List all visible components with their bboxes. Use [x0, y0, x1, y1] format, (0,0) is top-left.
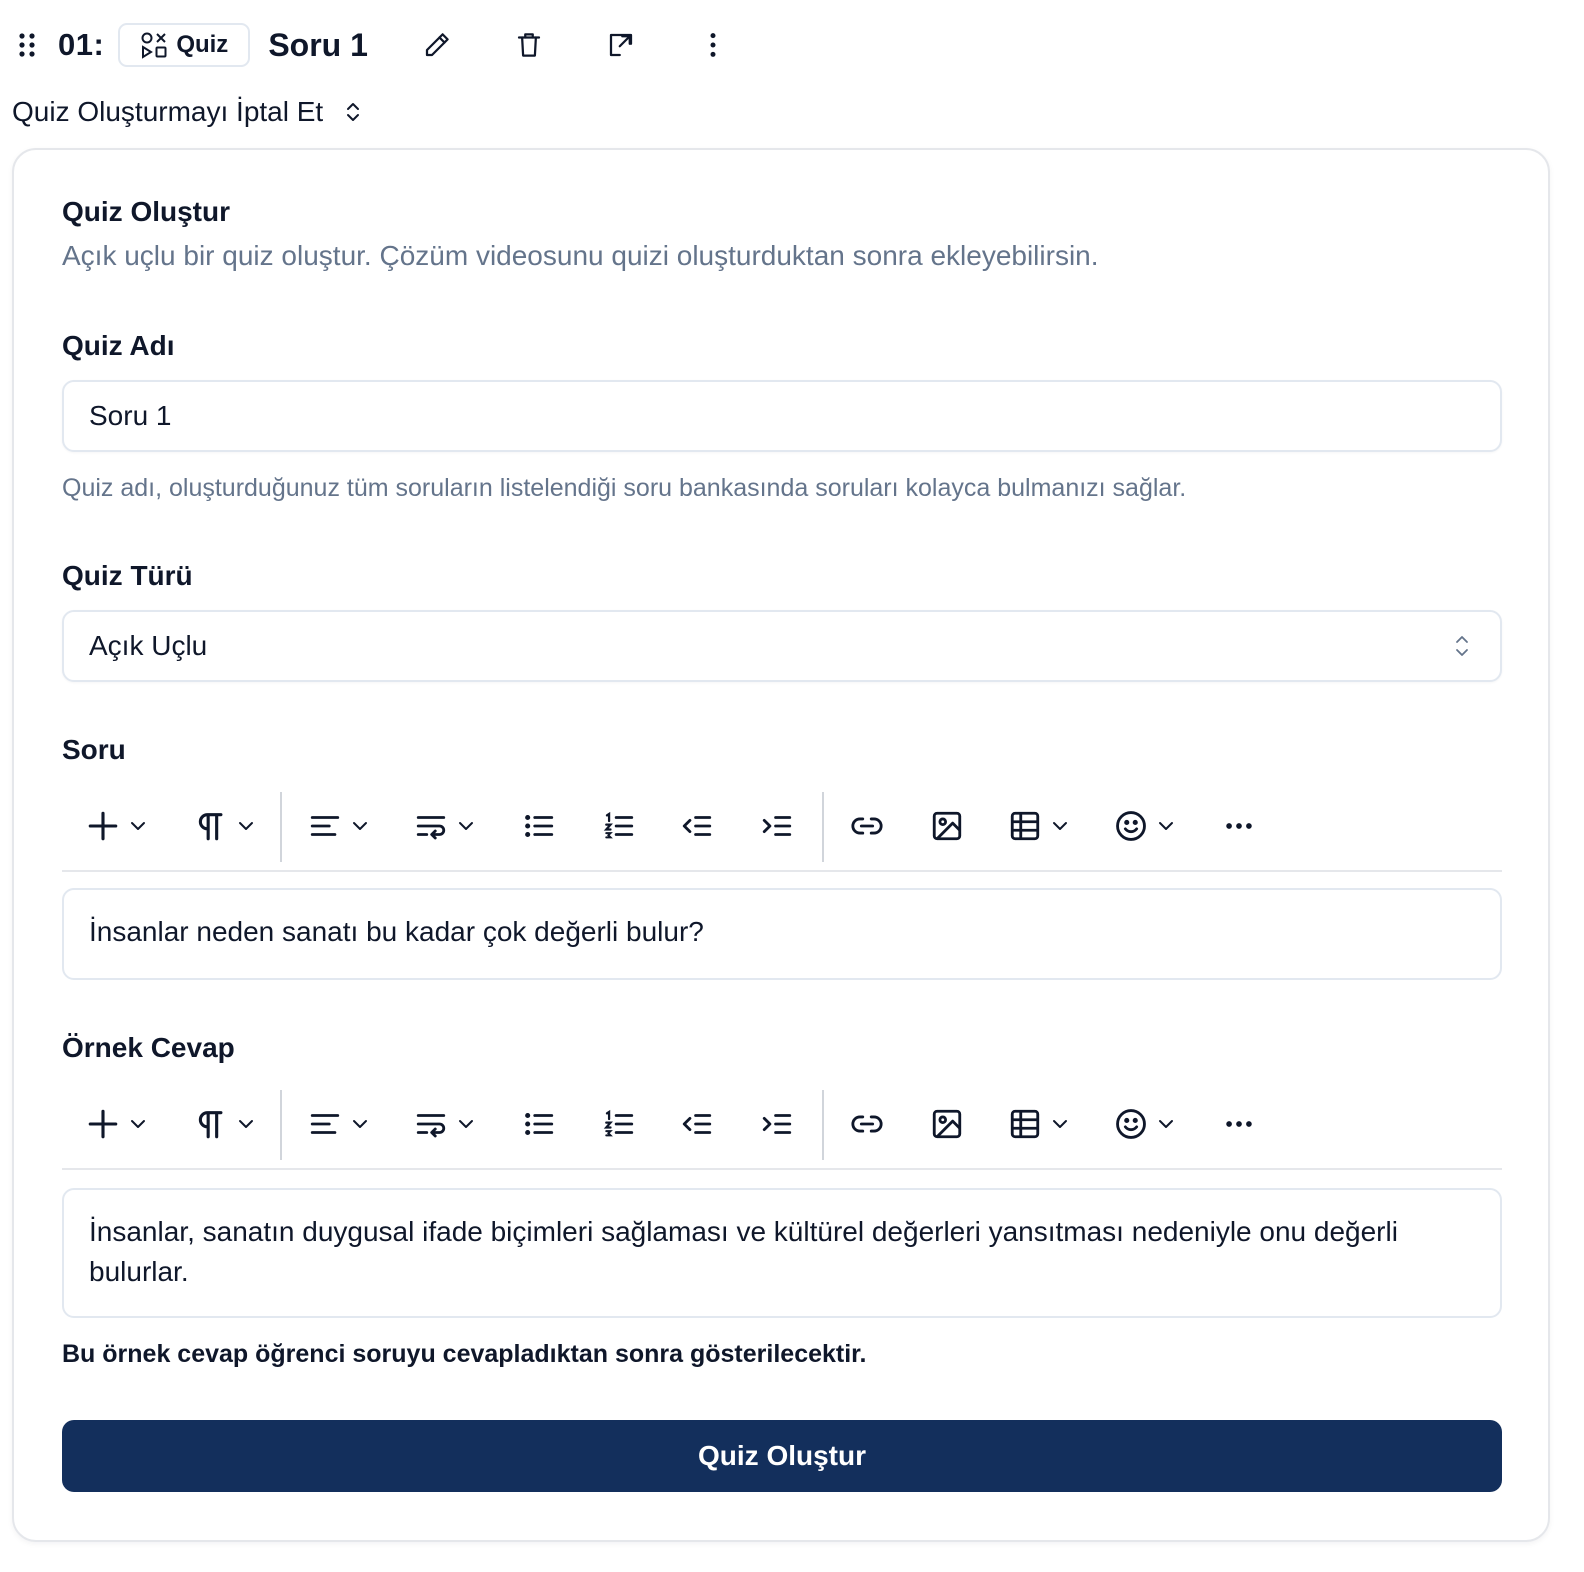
chevron-down-icon	[236, 816, 256, 836]
align-left-icon	[308, 1107, 342, 1141]
item-index: 01:	[58, 27, 105, 62]
insert-block-button[interactable]	[86, 1088, 148, 1160]
card-title: Quiz Oluştur	[62, 196, 230, 227]
emoji-icon	[1114, 809, 1148, 843]
quiz-type-value: Açık Uçlu	[89, 630, 208, 661]
delete-button[interactable]	[506, 22, 552, 68]
sample-answer-text: İnsanlar, sanatın duygusal ifade biçimleri sağlaması ve kültürel değerleri yansıtması nedeniyle onu değerli bulurlar.	[89, 1216, 1398, 1287]
more-actions-button[interactable]	[690, 22, 736, 68]
quiz-name-hint: Quiz adı, oluşturduğunuz tüm soruların listelendiği soru bankasında soruları kolayca bulmanızı sağlar.	[62, 474, 1187, 502]
outdent-button[interactable]	[680, 1088, 714, 1160]
numbered-list-icon	[602, 809, 636, 843]
sample-answer-note: Bu örnek cevap öğrenci soruyu cevapladıktan sonra gösterilecektir.	[62, 1340, 867, 1368]
text-wrap-button[interactable]	[414, 1088, 476, 1160]
chevron-down-icon	[350, 816, 370, 836]
open-button[interactable]	[598, 22, 644, 68]
paragraph-style-button[interactable]	[194, 790, 256, 862]
quiz-icon	[140, 31, 168, 59]
bullet-list-button[interactable]	[522, 790, 556, 862]
emoji-icon	[1114, 1107, 1148, 1141]
numbered-list-icon	[602, 1107, 636, 1141]
sample-answer-editor[interactable]	[62, 1188, 1502, 1318]
emoji-button[interactable]	[1114, 1088, 1176, 1160]
link-icon	[850, 809, 884, 843]
paragraph-icon	[194, 809, 228, 843]
align-button[interactable]	[308, 790, 370, 862]
chevron-down-icon	[128, 1114, 148, 1134]
more-vertical-icon	[698, 30, 728, 60]
table-button[interactable]	[1008, 790, 1070, 862]
align-left-icon	[308, 809, 342, 843]
toolbar-separator	[822, 792, 824, 862]
outdent-button[interactable]	[680, 790, 714, 862]
paragraph-style-button[interactable]	[194, 1088, 256, 1160]
create-quiz-button[interactable]: Quiz Oluştur	[62, 1420, 1502, 1492]
chevrons-up-down-icon	[343, 100, 363, 124]
more-tools-button[interactable]	[1222, 1088, 1256, 1160]
sample-answer-editor-toolbar	[62, 1088, 1502, 1170]
text-wrap-icon	[414, 809, 448, 843]
indent-button[interactable]	[760, 1088, 794, 1160]
more-horizontal-icon	[1222, 809, 1256, 843]
outdent-icon	[680, 809, 714, 843]
card-description: Açık uçlu bir quiz oluştur. Çözüm videosunu quizi oluşturduktan sonra ekleyebilirsin.	[62, 240, 1099, 271]
bullet-list-icon	[522, 1107, 556, 1141]
indent-button[interactable]	[760, 790, 794, 862]
table-icon	[1008, 809, 1042, 843]
item-header	[12, 20, 736, 70]
chevron-down-icon	[1050, 1114, 1070, 1134]
chevron-down-icon	[456, 816, 476, 836]
text-wrap-button[interactable]	[414, 790, 476, 862]
cancel-quiz-toggle[interactable]	[12, 92, 363, 132]
link-button[interactable]	[850, 790, 884, 862]
image-button[interactable]	[930, 790, 964, 862]
align-button[interactable]	[308, 1088, 370, 1160]
insert-block-button[interactable]	[86, 790, 148, 862]
cancel-quiz-label: Quiz Oluşturmayı İptal Et	[12, 96, 324, 127]
chevron-down-icon	[128, 816, 148, 836]
quiz-badge-label: Quiz	[176, 31, 229, 58]
indent-icon	[760, 1107, 794, 1141]
plus-icon	[86, 1107, 120, 1141]
chevron-down-icon	[236, 1114, 256, 1134]
bullet-list-icon	[522, 809, 556, 843]
link-button[interactable]	[850, 1088, 884, 1160]
table-icon	[1008, 1107, 1042, 1141]
indent-icon	[760, 809, 794, 843]
drag-handle-icon[interactable]	[12, 30, 42, 60]
quiz-name-label: Quiz Adı	[62, 330, 175, 361]
more-horizontal-icon	[1222, 1107, 1256, 1141]
bullet-list-button[interactable]	[522, 1088, 556, 1160]
plus-icon	[86, 809, 120, 843]
chevron-down-icon	[1156, 816, 1176, 836]
chevron-down-icon	[1050, 816, 1070, 836]
question-editor-toolbar	[62, 790, 1502, 872]
numbered-list-button[interactable]	[602, 790, 636, 862]
outdent-icon	[680, 1107, 714, 1141]
question-label: Soru	[62, 734, 126, 765]
trash-icon	[514, 30, 544, 60]
toolbar-separator	[822, 1090, 824, 1160]
edit-button[interactable]	[414, 22, 460, 68]
text-wrap-icon	[414, 1107, 448, 1141]
toolbar-separator	[280, 1090, 282, 1160]
numbered-list-button[interactable]	[602, 1088, 636, 1160]
chevron-down-icon	[1156, 1114, 1176, 1134]
question-editor[interactable]	[62, 888, 1502, 980]
paragraph-icon	[194, 1107, 228, 1141]
item-title: Soru 1	[268, 26, 368, 63]
question-text: İnsanlar neden sanatı bu kadar çok değerli bulur?	[89, 916, 704, 947]
image-icon	[930, 809, 964, 843]
image-icon	[930, 1107, 964, 1141]
more-tools-button[interactable]	[1222, 790, 1256, 862]
create-quiz-card	[12, 148, 1550, 1542]
quiz-type-select[interactable]	[62, 610, 1502, 682]
sample-answer-label: Örnek Cevap	[62, 1032, 235, 1063]
table-button[interactable]	[1008, 1088, 1070, 1160]
toolbar-separator	[280, 792, 282, 862]
chevron-down-icon	[456, 1114, 476, 1134]
chevron-down-icon	[350, 1114, 370, 1134]
image-button[interactable]	[930, 1088, 964, 1160]
emoji-button[interactable]	[1114, 790, 1176, 862]
chevrons-up-down-icon	[1452, 632, 1472, 660]
quiz-type-label: Quiz Türü	[62, 560, 193, 591]
link-icon	[850, 1107, 884, 1141]
quiz-name-value: Soru 1	[89, 400, 172, 431]
quiz-name-input[interactable]	[62, 380, 1502, 452]
edit-icon	[422, 30, 452, 60]
quiz-type-badge	[118, 23, 250, 67]
external-link-icon	[606, 30, 636, 60]
